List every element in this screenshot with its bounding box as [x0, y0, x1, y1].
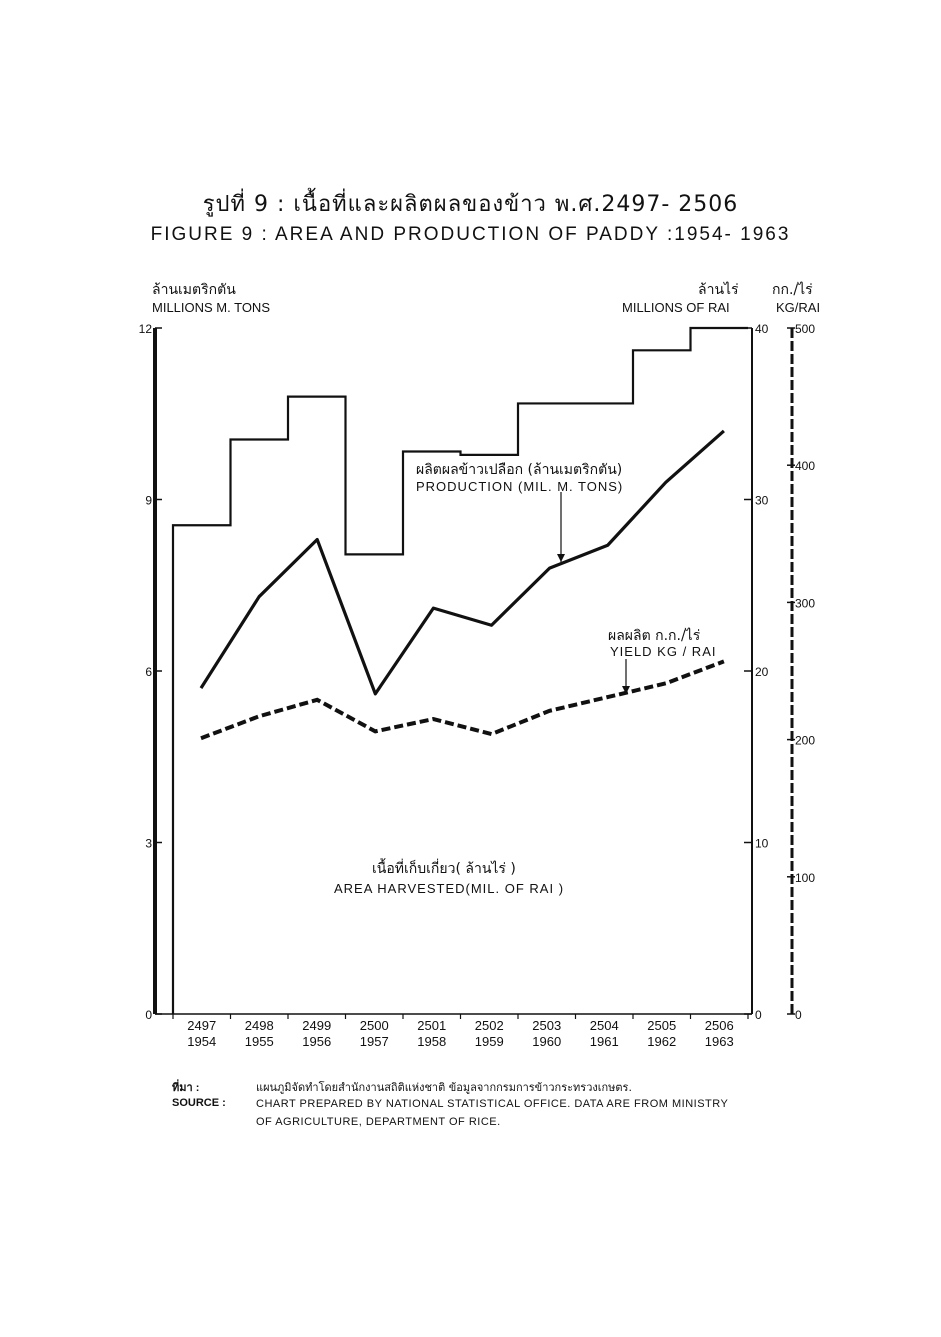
right-axis-area-unit-english: MILLIONS OF RAI [622, 300, 730, 315]
right-yield-axis-tick-label: 100 [795, 870, 816, 885]
yield-label-thai: ผลผลิต ก.ก./ไร่ [608, 628, 701, 644]
right-area-axis-tick-label: 40 [755, 322, 769, 336]
left-axis-tick-label: 9 [145, 493, 152, 508]
x-tick-label-be: 2501 [417, 1018, 447, 1033]
right-area-axis-tick-label: 0 [755, 1008, 762, 1022]
left-axis-tick-label: 3 [145, 836, 152, 851]
left-axis-unit-thai: ล้านเมตริกตัน [152, 282, 236, 298]
area-label-english: AREA HARVESTED(MIL. OF RAI ) [334, 881, 565, 896]
x-tick-label-ce: 1961 [589, 1034, 619, 1049]
source-label-english: SOURCE : [172, 1097, 226, 1109]
source-label-thai: ที่มา : [172, 1082, 200, 1094]
source-text-thai: แผนภูมิจัดทำโดยสำนักงานสถิติแห่งชาติ ข้อมูลจากกรมการข้าวกระทรวงเกษตร. [256, 1081, 632, 1094]
x-tick-label-be: 2502 [474, 1018, 504, 1033]
area-harvested-step-line [173, 328, 748, 1014]
x-tick-label-ce: 1962 [647, 1034, 677, 1049]
production-label-thai: ผลิตผลข้าวเปลือก (ล้านเมตริกตัน) [416, 462, 623, 478]
x-tick-label-ce: 1960 [532, 1034, 562, 1049]
x-tick-label-be: 2506 [704, 1018, 734, 1033]
left-axis-tick-label: 0 [145, 1008, 152, 1022]
right-area-axis-tick-label: 10 [755, 836, 769, 851]
x-tick-label-be: 2505 [647, 1018, 677, 1033]
right-yield-axis-tick-label: 400 [795, 459, 816, 474]
right-axis-yield-unit-english: KG/RAI [776, 300, 821, 315]
chart-title-thai: รูปที่ 9 : เนื้อที่และผลิตผลของข้าว พ.ศ.2497- 2506 [202, 192, 739, 217]
plot-area [139, 322, 816, 1049]
left-axis-tick-label: 12 [138, 322, 152, 336]
x-tick-label-be: 2504 [589, 1018, 619, 1033]
right-area-axis-tick-label: 20 [755, 665, 769, 679]
x-tick-label-be: 2498 [244, 1018, 274, 1033]
right-axis-yield-unit-thai: กก./ไร่ [772, 282, 813, 298]
right-yield-axis-tick-label: 0 [795, 1008, 802, 1022]
x-tick-label-be: 2497 [187, 1018, 217, 1033]
right-yield-axis-tick-label: 500 [795, 322, 816, 336]
x-tick-label-ce: 1954 [187, 1034, 217, 1049]
x-tick-label-be: 2503 [532, 1018, 562, 1033]
area-label-thai: เนื้อที่เก็บเกี่ยว( ล้านไร่ ) [372, 861, 516, 877]
x-tick-label-be: 2499 [302, 1018, 332, 1033]
production-label-english: PRODUCTION (MIL. M. TONS) [416, 479, 624, 494]
right-yield-axis-tick-label: 300 [795, 596, 816, 611]
x-tick-label-ce: 1955 [244, 1034, 274, 1049]
x-tick-label-ce: 1957 [359, 1034, 389, 1049]
left-axis-tick-label: 6 [145, 665, 152, 679]
x-tick-label-ce: 1963 [704, 1034, 734, 1049]
x-tick-label-ce: 1956 [302, 1034, 332, 1049]
right-axis-area-unit-thai: ล้านไร่ [698, 282, 739, 298]
left-axis-unit-english: MILLIONS M. TONS [152, 300, 270, 315]
x-tick-label-be: 2500 [359, 1018, 389, 1033]
right-area-axis-tick-label: 30 [755, 493, 769, 508]
source-text-english-line1: CHART PREPARED BY NATIONAL STATISTICAL OFFICE. DATA ARE FROM MINISTRY [256, 1098, 729, 1110]
x-tick-label-ce: 1959 [474, 1034, 504, 1049]
source-text-english-line2: OF AGRICULTURE, DEPARTMENT OF RICE. [256, 1116, 501, 1128]
yield-dashed-line [201, 661, 724, 738]
chart-title-english: FIGURE 9 : AREA AND PRODUCTION OF PADDY :1954- 1963 [150, 224, 791, 245]
right-yield-axis-tick-label: 200 [795, 733, 816, 748]
x-tick-label-ce: 1958 [417, 1034, 447, 1049]
yield-label-english: YIELD KG / RAI [610, 644, 717, 659]
